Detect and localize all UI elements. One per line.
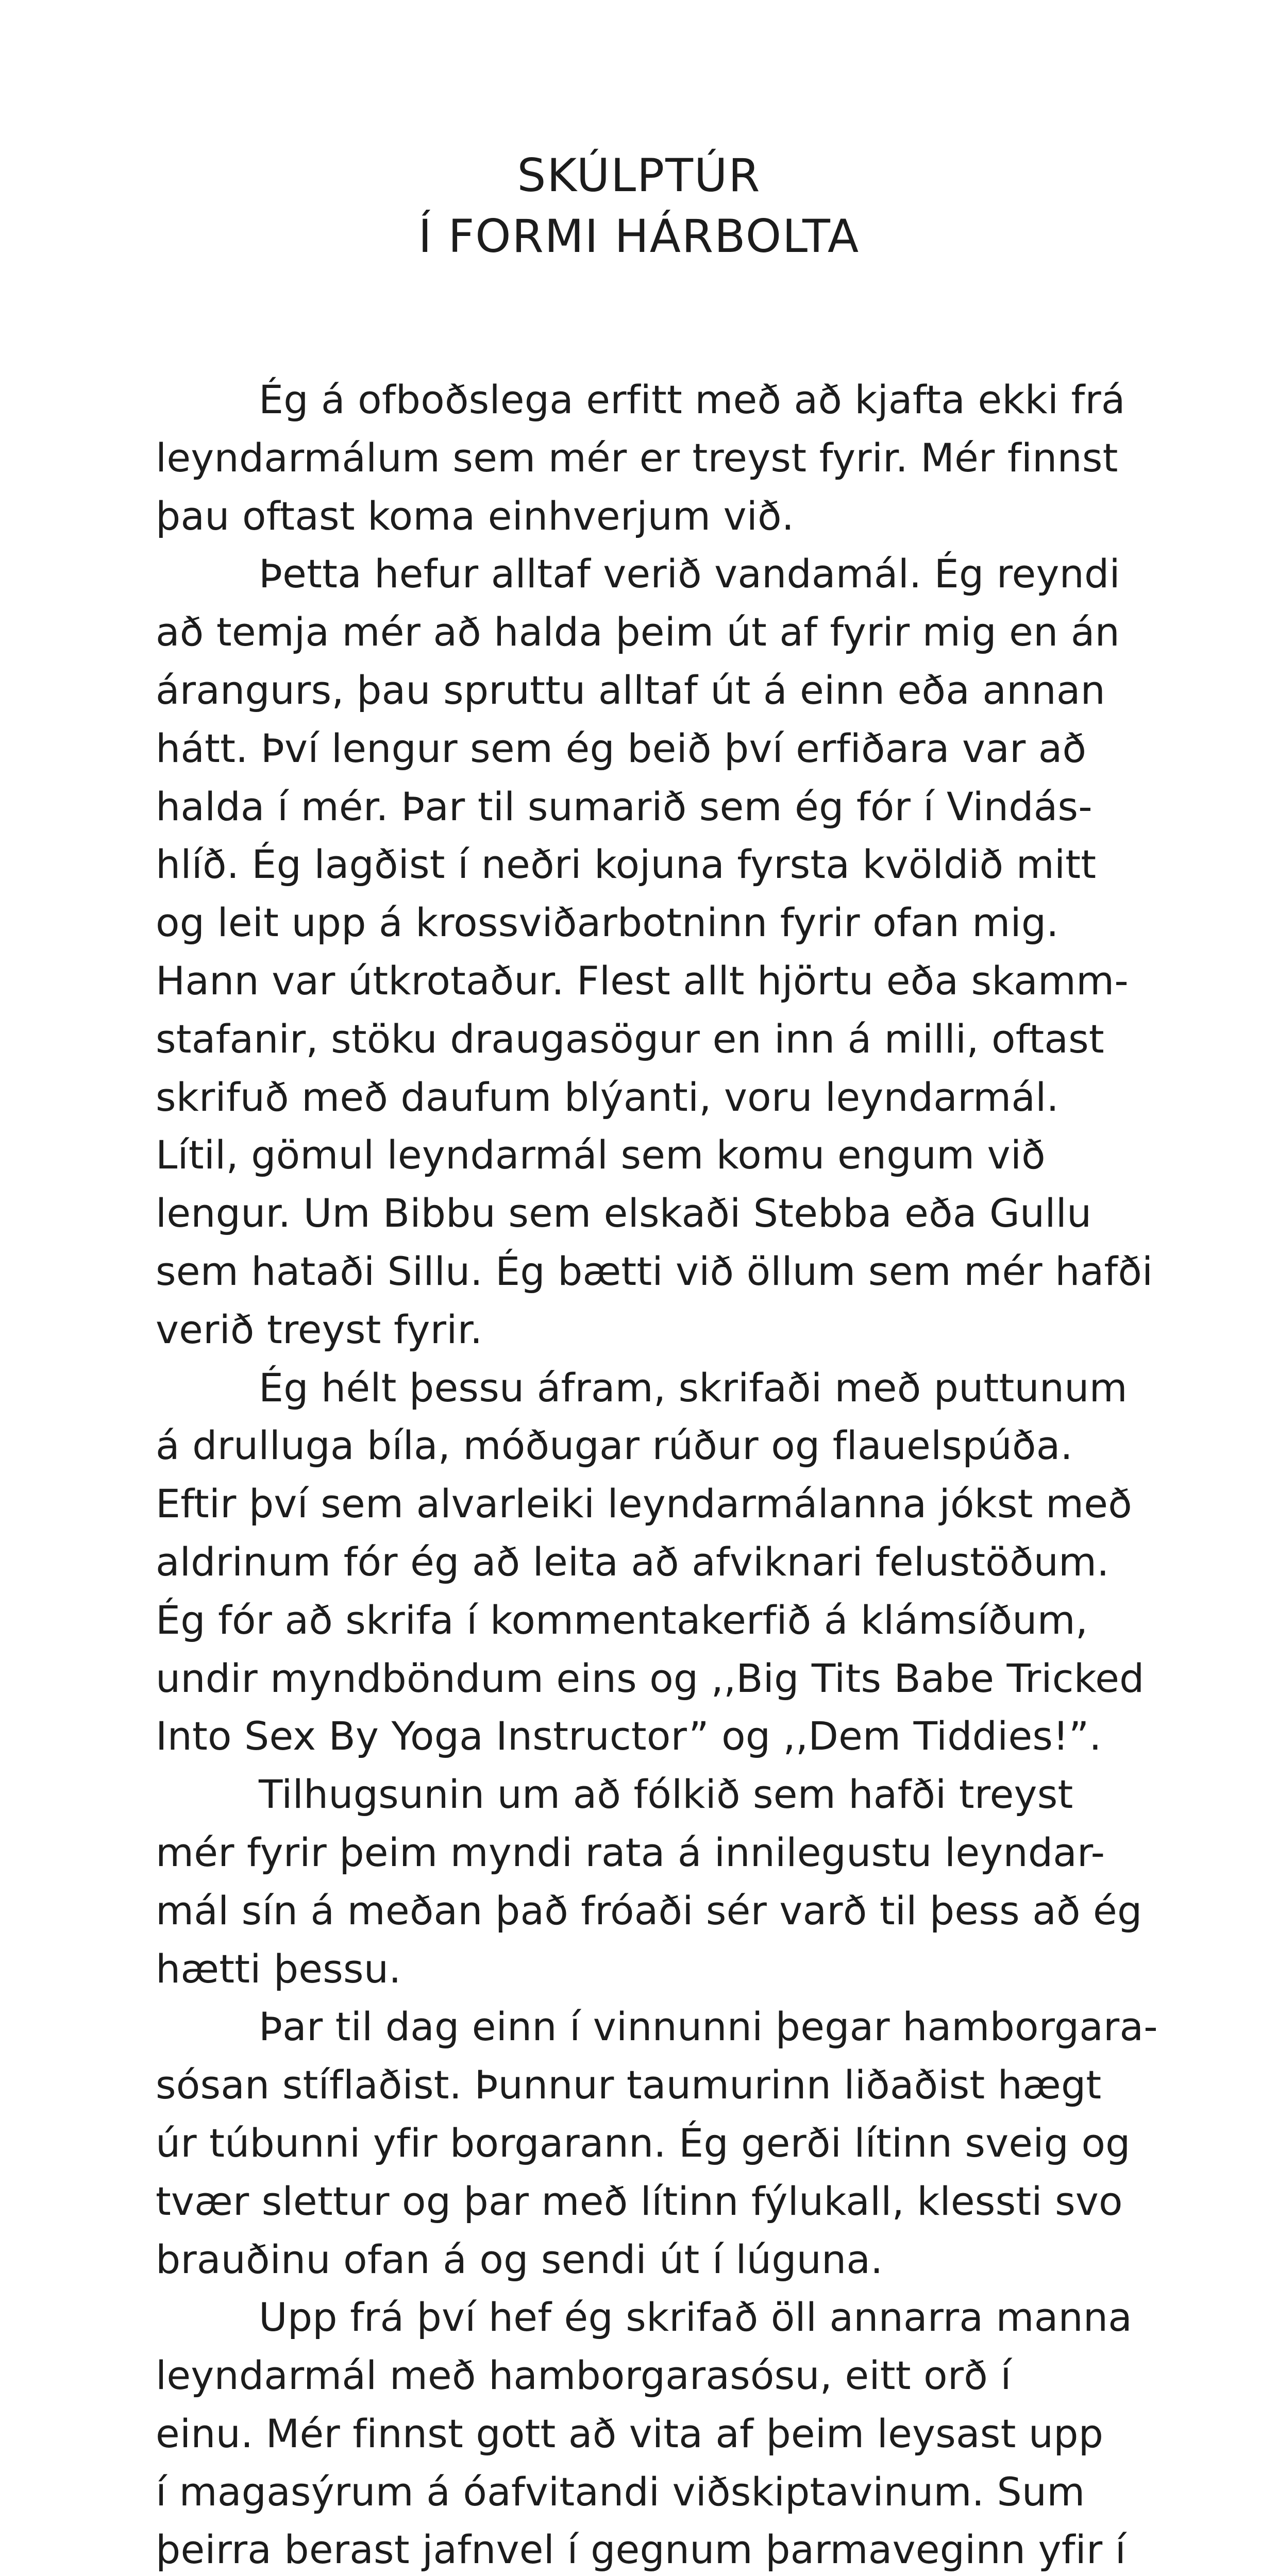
- text-line: hætti þessu.: [156, 1945, 401, 1992]
- text-line: Lítil, gömul leyndarmál sem komu engum við: [156, 1132, 1046, 1178]
- text-line: aldrinum fór ég að leita að afviknari felustöðum.: [156, 1538, 1109, 1585]
- text-line: Tilhugsunin um að fólkið sem hafði treyst: [259, 1771, 1073, 1818]
- text-line: brauðinu ofan á og sendi út í lúguna.: [156, 2236, 883, 2282]
- text-line: hátt. Því lengur sem ég beið því erfiðara var að: [156, 725, 1087, 771]
- text-line: leyndarmálum sem mér er treyst fyrir. Mér finnst: [156, 434, 1118, 481]
- text-line: stafanir, stöku draugasögur en inn á milli, oftast: [156, 1015, 1104, 1062]
- story-title: [0, 145, 1278, 267]
- story-body: [156, 371, 1158, 2576]
- text-line: hlíð. Ég lagðist í neðri kojuna fyrsta kvöldið mitt: [156, 841, 1097, 888]
- text-line: sem hataði Sillu. Ég bætti við öllum sem mér hafði: [156, 1248, 1153, 1294]
- text-line: undir myndböndum eins og ,,Big Tits Babe Tricked: [156, 1655, 1145, 1701]
- text-line: Þar til dag einn í vinnunni þegar hamborgara-: [259, 2004, 1158, 2050]
- text-line: mál sín á meðan það fróaði sér varð til þess að ég: [156, 1887, 1142, 1934]
- text-line: og leit upp á krossviðarbotninn fyrir ofan mig.: [156, 900, 1059, 946]
- text-line: halda í mér. Þar til sumarið sem ég fór í Vindás-: [156, 783, 1092, 829]
- text-line: Ég á ofboðslega erfitt með að kjafta ekki frá: [259, 377, 1125, 422]
- text-line: lengur. Um Bibbu sem elskaði Stebba eða Gullu: [156, 1190, 1092, 1236]
- text-line: Þetta hefur alltaf verið vandamál. Ég reyndi: [259, 551, 1120, 597]
- text-line: þau oftast koma einhverjum við.: [156, 493, 795, 539]
- title-line-2: Í FORMI HÁRBOLTA: [418, 210, 860, 263]
- text-line: verið treyst fyrir.: [156, 1306, 483, 1352]
- text-line: Ég hélt þessu áfram, skrifaði með puttunum: [259, 1364, 1128, 1411]
- text-line: tvær slettur og þar með lítinn fýlukall, klessti svo: [156, 2178, 1123, 2224]
- text-line: úr túbunni yfir borgarann. Ég gerði lítinn sveig og: [156, 2120, 1131, 2166]
- text-line: árangurs, þau spruttu alltaf út á einn eða annan: [156, 667, 1105, 713]
- text-line: mér fyrir þeim myndi rata á innilegustu leyndar-: [156, 1829, 1105, 1875]
- text-line: Into Sex By Yoga Instructor” og ,,Dem Tiddies!”.: [156, 1713, 1102, 1759]
- text-line: einu. Mér finnst gott að vita af þeim leysast upp: [156, 2410, 1104, 2456]
- text-line: sósan stíflaðist. Þunnur taumurinn liðaðist hægt: [156, 2062, 1102, 2108]
- text-line: Ég fór að skrifa í kommentakerfið á klámsíðum,: [156, 1597, 1088, 1643]
- text-line: skrifuð með daufum blýanti, voru leyndarmál.: [156, 1074, 1059, 1120]
- text-line: Upp frá því hef ég skrifað öll annarra manna: [259, 2294, 1133, 2341]
- text-line: Hann var útkrotaður. Flest allt hjörtu eða skamm-: [156, 957, 1129, 1004]
- text-line: að temja mér að halda þeim út af fyrir mig en án: [156, 609, 1120, 655]
- text-line: á drulluga bíla, móðugar rúður og flauelspúða.: [156, 1422, 1073, 1469]
- text-line: þeirra berast jafnvel í gegnum þarmaveginn yfir í: [156, 2527, 1126, 2573]
- text-line: Eftir því sem alvarleiki leyndarmálanna jókst með: [156, 1481, 1132, 1527]
- text-line: í magasýrum á óafvitandi viðskiptavinum. Sum: [156, 2468, 1085, 2515]
- text-line: leyndarmál með hamborgarasósu, eitt orð í: [156, 2352, 1012, 2399]
- title-line-1: SKÚLPTÚR: [517, 149, 761, 202]
